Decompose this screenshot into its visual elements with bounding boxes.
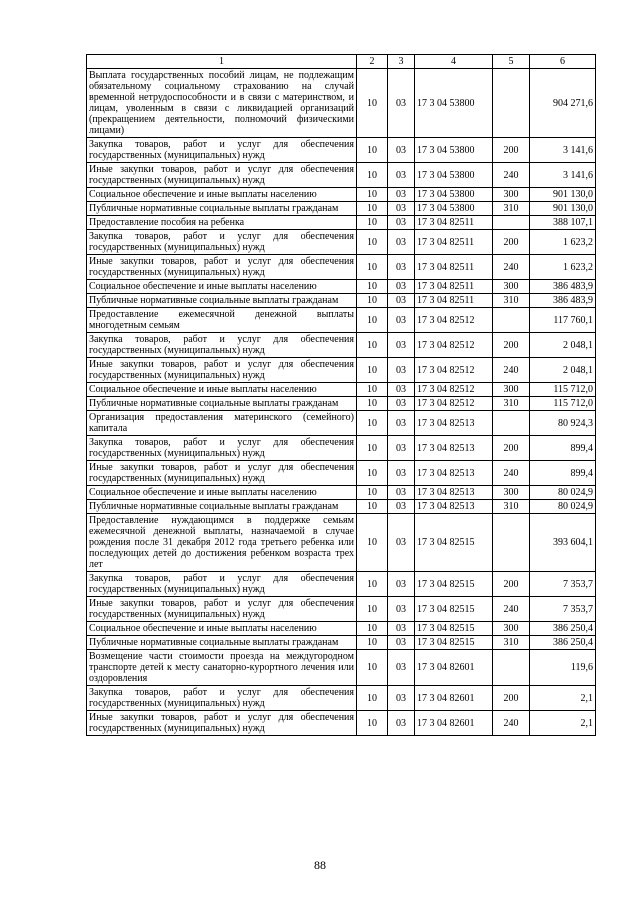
- row-name-cell: Публичные нормативные социальные выплаты гражданам: [87, 500, 357, 514]
- subsection-cell: 03: [388, 436, 415, 461]
- subsection-cell: 03: [388, 255, 415, 280]
- amount-cell: 393 604,1: [530, 514, 596, 572]
- subsection-cell: 03: [388, 163, 415, 188]
- row-name-cell: Закупка товаров, работ и услуг для обеспечения государственных (муниципальных) нужд: [87, 686, 357, 711]
- row-name-cell: Закупка товаров, работ и услуг для обеспечения государственных (муниципальных) нужд: [87, 436, 357, 461]
- target-code-cell: 17 3 04 82601: [415, 711, 493, 736]
- section-cell: 10: [357, 69, 388, 138]
- target-code-cell: 17 3 04 82515: [415, 597, 493, 622]
- row-name-cell: Предоставление пособия на ребенка: [87, 216, 357, 230]
- expense-type-cell: 240: [493, 163, 530, 188]
- row-name-cell: Социальное обеспечение и иные выплаты населению: [87, 383, 357, 397]
- target-code-cell: 17 3 04 82512: [415, 383, 493, 397]
- table-row: [87, 255, 596, 280]
- section-cell: 10: [357, 358, 388, 383]
- subsection-cell: 03: [388, 461, 415, 486]
- section-cell: 10: [357, 411, 388, 436]
- expense-type-cell: 240: [493, 711, 530, 736]
- expense-type-cell: 300: [493, 188, 530, 202]
- header-cell-expense-type: 5: [493, 55, 530, 69]
- table-row: [87, 230, 596, 255]
- row-name-cell: Социальное обеспечение и иные выплаты населению: [87, 188, 357, 202]
- section-cell: 10: [357, 163, 388, 188]
- amount-cell: 386 250,4: [530, 636, 596, 650]
- section-cell: 10: [357, 572, 388, 597]
- section-cell: 10: [357, 636, 388, 650]
- subsection-cell: 03: [388, 216, 415, 230]
- row-name-cell: Социальное обеспечение и иные выплаты населению: [87, 486, 357, 500]
- subsection-cell: 03: [388, 711, 415, 736]
- target-code-cell: 17 3 04 82511: [415, 230, 493, 255]
- row-name-cell: Закупка товаров, работ и услуг для обеспечения государственных (муниципальных) нужд: [87, 138, 357, 163]
- section-cell: 10: [357, 280, 388, 294]
- target-code-cell: 17 3 04 82512: [415, 358, 493, 383]
- target-code-cell: 17 3 04 82513: [415, 486, 493, 500]
- expense-type-cell: 200: [493, 686, 530, 711]
- expense-type-cell: 310: [493, 202, 530, 216]
- table-row: [87, 397, 596, 411]
- amount-cell: 2 048,1: [530, 358, 596, 383]
- amount-cell: 899,4: [530, 461, 596, 486]
- table-row: [87, 572, 596, 597]
- target-code-cell: 17 3 04 82515: [415, 514, 493, 572]
- row-name-cell: Возмещение части стоимости проезда на междугородном транспорте детей к месту санаторно-курортного лечения или оздоровления: [87, 650, 357, 686]
- subsection-cell: 03: [388, 486, 415, 500]
- section-cell: 10: [357, 486, 388, 500]
- expense-type-cell: [493, 308, 530, 333]
- row-name-cell: Социальное обеспечение и иные выплаты населению: [87, 622, 357, 636]
- table-row: [87, 163, 596, 188]
- expense-type-cell: 200: [493, 572, 530, 597]
- section-cell: 10: [357, 216, 388, 230]
- subsection-cell: 03: [388, 572, 415, 597]
- row-name-cell: Выплата государственных пособий лицам, не подлежащим обязательному социальному страхованию на случай временной нетрудоспособности и в связи с материнством, и лицам, уволенным в связи с ликвидацией организаций (прекращением деятельности, полномочий физическими лицами): [87, 69, 357, 138]
- amount-cell: 117 760,1: [530, 308, 596, 333]
- target-code-cell: 17 3 04 53800: [415, 69, 493, 138]
- amount-cell: 386 483,9: [530, 294, 596, 308]
- expense-type-cell: [493, 69, 530, 138]
- amount-cell: 1 623,2: [530, 255, 596, 280]
- expense-type-cell: [493, 650, 530, 686]
- subsection-cell: 03: [388, 636, 415, 650]
- section-cell: 10: [357, 294, 388, 308]
- amount-cell: 388 107,1: [530, 216, 596, 230]
- section-cell: 10: [357, 138, 388, 163]
- table-row: [87, 411, 596, 436]
- subsection-cell: 03: [388, 308, 415, 333]
- expense-type-cell: 240: [493, 461, 530, 486]
- target-code-cell: 17 3 04 53800: [415, 188, 493, 202]
- amount-cell: 899,4: [530, 436, 596, 461]
- header-cell-section: 2: [357, 55, 388, 69]
- subsection-cell: 03: [388, 280, 415, 294]
- amount-cell: 2,1: [530, 686, 596, 711]
- table-body: [87, 69, 596, 736]
- target-code-cell: 17 3 04 53800: [415, 163, 493, 188]
- target-code-cell: 17 3 04 82511: [415, 294, 493, 308]
- amount-cell: 2,1: [530, 711, 596, 736]
- expense-type-cell: 300: [493, 486, 530, 500]
- target-code-cell: 17 3 04 53800: [415, 202, 493, 216]
- row-name-cell: Предоставление ежемесячной денежной выплаты многодетным семьям: [87, 308, 357, 333]
- row-name-cell: Иные закупки товаров, работ и услуг для обеспечения государственных (муниципальных) нужд: [87, 597, 357, 622]
- section-cell: 10: [357, 308, 388, 333]
- target-code-cell: 17 3 04 82513: [415, 411, 493, 436]
- expense-type-cell: 200: [493, 230, 530, 255]
- target-code-cell: 17 3 04 82515: [415, 622, 493, 636]
- section-cell: 10: [357, 188, 388, 202]
- expense-type-cell: 310: [493, 500, 530, 514]
- table-row: [87, 650, 596, 686]
- table-row: [87, 597, 596, 622]
- row-name-cell: Закупка товаров, работ и услуг для обеспечения государственных (муниципальных) нужд: [87, 572, 357, 597]
- expense-type-cell: 240: [493, 597, 530, 622]
- section-cell: 10: [357, 461, 388, 486]
- table-row: [87, 622, 596, 636]
- expense-type-cell: 310: [493, 294, 530, 308]
- expense-type-cell: 240: [493, 358, 530, 383]
- table-row: [87, 358, 596, 383]
- amount-cell: 80 024,9: [530, 486, 596, 500]
- amount-cell: 119,6: [530, 650, 596, 686]
- target-code-cell: 17 3 04 82511: [415, 216, 493, 230]
- table-row: [87, 711, 596, 736]
- subsection-cell: 03: [388, 500, 415, 514]
- target-code-cell: 17 3 04 82511: [415, 255, 493, 280]
- subsection-cell: 03: [388, 514, 415, 572]
- expense-type-cell: 310: [493, 397, 530, 411]
- expense-type-cell: 200: [493, 333, 530, 358]
- subsection-cell: 03: [388, 202, 415, 216]
- subsection-cell: 03: [388, 650, 415, 686]
- row-name-cell: Иные закупки товаров, работ и услуг для обеспечения государственных (муниципальных) нужд: [87, 461, 357, 486]
- target-code-cell: 17 3 04 82513: [415, 461, 493, 486]
- subsection-cell: 03: [388, 597, 415, 622]
- row-name-cell: Иные закупки товаров, работ и услуг для обеспечения государственных (муниципальных) нужд: [87, 163, 357, 188]
- expense-type-cell: 300: [493, 622, 530, 636]
- expense-type-cell: 300: [493, 383, 530, 397]
- amount-cell: 386 250,4: [530, 622, 596, 636]
- table-row: [87, 500, 596, 514]
- section-cell: 10: [357, 597, 388, 622]
- target-code-cell: 17 3 04 82513: [415, 436, 493, 461]
- table-row: [87, 138, 596, 163]
- target-code-cell: 17 3 04 82513: [415, 500, 493, 514]
- amount-cell: 386 483,9: [530, 280, 596, 294]
- expense-type-cell: [493, 411, 530, 436]
- table-row: [87, 436, 596, 461]
- expense-type-cell: 310: [493, 636, 530, 650]
- expense-type-cell: 200: [493, 436, 530, 461]
- amount-cell: 7 353,7: [530, 597, 596, 622]
- target-code-cell: 17 3 04 53800: [415, 138, 493, 163]
- row-name-cell: Иные закупки товаров, работ и услуг для обеспечения государственных (муниципальных) нужд: [87, 711, 357, 736]
- section-cell: 10: [357, 383, 388, 397]
- subsection-cell: 03: [388, 383, 415, 397]
- expense-type-cell: 240: [493, 255, 530, 280]
- row-name-cell: Организация предоставления материнского (семейного) капитала: [87, 411, 357, 436]
- subsection-cell: 03: [388, 230, 415, 255]
- table-row: [87, 686, 596, 711]
- amount-cell: 3 141,6: [530, 138, 596, 163]
- section-cell: 10: [357, 397, 388, 411]
- subsection-cell: 03: [388, 333, 415, 358]
- section-cell: 10: [357, 255, 388, 280]
- header-cell-amount: 6: [530, 55, 596, 69]
- table-row: [87, 333, 596, 358]
- subsection-cell: 03: [388, 188, 415, 202]
- row-name-cell: Иные закупки товаров, работ и услуг для обеспечения государственных (муниципальных) нужд: [87, 358, 357, 383]
- target-code-cell: 17 3 04 82512: [415, 333, 493, 358]
- expense-type-cell: [493, 514, 530, 572]
- table-row: [87, 514, 596, 572]
- expense-type-cell: 300: [493, 280, 530, 294]
- table-row: [87, 188, 596, 202]
- header-cell-subsection: 3: [388, 55, 415, 69]
- expense-type-cell: 200: [493, 138, 530, 163]
- target-code-cell: 17 3 04 82601: [415, 650, 493, 686]
- target-code-cell: 17 3 04 82601: [415, 686, 493, 711]
- target-code-cell: 17 3 04 82511: [415, 280, 493, 294]
- table-row: [87, 383, 596, 397]
- row-name-cell: Закупка товаров, работ и услуг для обеспечения государственных (муниципальных) нужд: [87, 230, 357, 255]
- row-name-cell: Социальное обеспечение и иные выплаты населению: [87, 280, 357, 294]
- table-row: [87, 636, 596, 650]
- section-cell: 10: [357, 514, 388, 572]
- row-name-cell: Публичные нормативные социальные выплаты гражданам: [87, 202, 357, 216]
- subsection-cell: 03: [388, 138, 415, 163]
- row-name-cell: Публичные нормативные социальные выплаты гражданам: [87, 294, 357, 308]
- row-name-cell: Иные закупки товаров, работ и услуг для обеспечения государственных (муниципальных) нужд: [87, 255, 357, 280]
- section-cell: 10: [357, 230, 388, 255]
- amount-cell: 80 024,9: [530, 500, 596, 514]
- table-row: [87, 280, 596, 294]
- section-cell: 10: [357, 622, 388, 636]
- table-row: [87, 308, 596, 333]
- section-cell: 10: [357, 436, 388, 461]
- table-row: [87, 202, 596, 216]
- header-row: [87, 55, 596, 69]
- subsection-cell: 03: [388, 622, 415, 636]
- section-cell: 10: [357, 686, 388, 711]
- section-cell: 10: [357, 711, 388, 736]
- table-row: [87, 69, 596, 138]
- subsection-cell: 03: [388, 358, 415, 383]
- section-cell: 10: [357, 650, 388, 686]
- amount-cell: 115 712,0: [530, 383, 596, 397]
- row-name-cell: Закупка товаров, работ и услуг для обеспечения государственных (муниципальных) нужд: [87, 333, 357, 358]
- row-name-cell: Предоставление нуждающимся в поддержке семьям ежемесячной денежной выплаты, назначаемой в случае рождения после 31 декабря 2012 года третьего ребенка или последующих детей до достижения ребенком возраста трех лет: [87, 514, 357, 572]
- subsection-cell: 03: [388, 397, 415, 411]
- amount-cell: 7 353,7: [530, 572, 596, 597]
- target-code-cell: 17 3 04 82515: [415, 636, 493, 650]
- table-row: [87, 461, 596, 486]
- table-row: [87, 486, 596, 500]
- amount-cell: 1 623,2: [530, 230, 596, 255]
- subsection-cell: 03: [388, 69, 415, 138]
- subsection-cell: 03: [388, 411, 415, 436]
- budget-table: [86, 54, 596, 736]
- target-code-cell: 17 3 04 82515: [415, 572, 493, 597]
- table-row: [87, 216, 596, 230]
- amount-cell: 3 141,6: [530, 163, 596, 188]
- amount-cell: 115 712,0: [530, 397, 596, 411]
- amount-cell: 901 130,0: [530, 202, 596, 216]
- page-number: 88: [314, 858, 326, 872]
- target-code-cell: 17 3 04 82512: [415, 308, 493, 333]
- section-cell: 10: [357, 202, 388, 216]
- section-cell: 10: [357, 500, 388, 514]
- header-cell-name: 1: [87, 55, 357, 69]
- subsection-cell: 03: [388, 686, 415, 711]
- section-cell: 10: [357, 333, 388, 358]
- expense-type-cell: [493, 216, 530, 230]
- header-cell-target-code: 4: [415, 55, 493, 69]
- subsection-cell: 03: [388, 294, 415, 308]
- target-code-cell: 17 3 04 82512: [415, 397, 493, 411]
- table-row: [87, 294, 596, 308]
- amount-cell: 904 271,6: [530, 69, 596, 138]
- row-name-cell: Публичные нормативные социальные выплаты гражданам: [87, 636, 357, 650]
- amount-cell: 80 924,3: [530, 411, 596, 436]
- row-name-cell: Публичные нормативные социальные выплаты гражданам: [87, 397, 357, 411]
- amount-cell: 2 048,1: [530, 333, 596, 358]
- amount-cell: 901 130,0: [530, 188, 596, 202]
